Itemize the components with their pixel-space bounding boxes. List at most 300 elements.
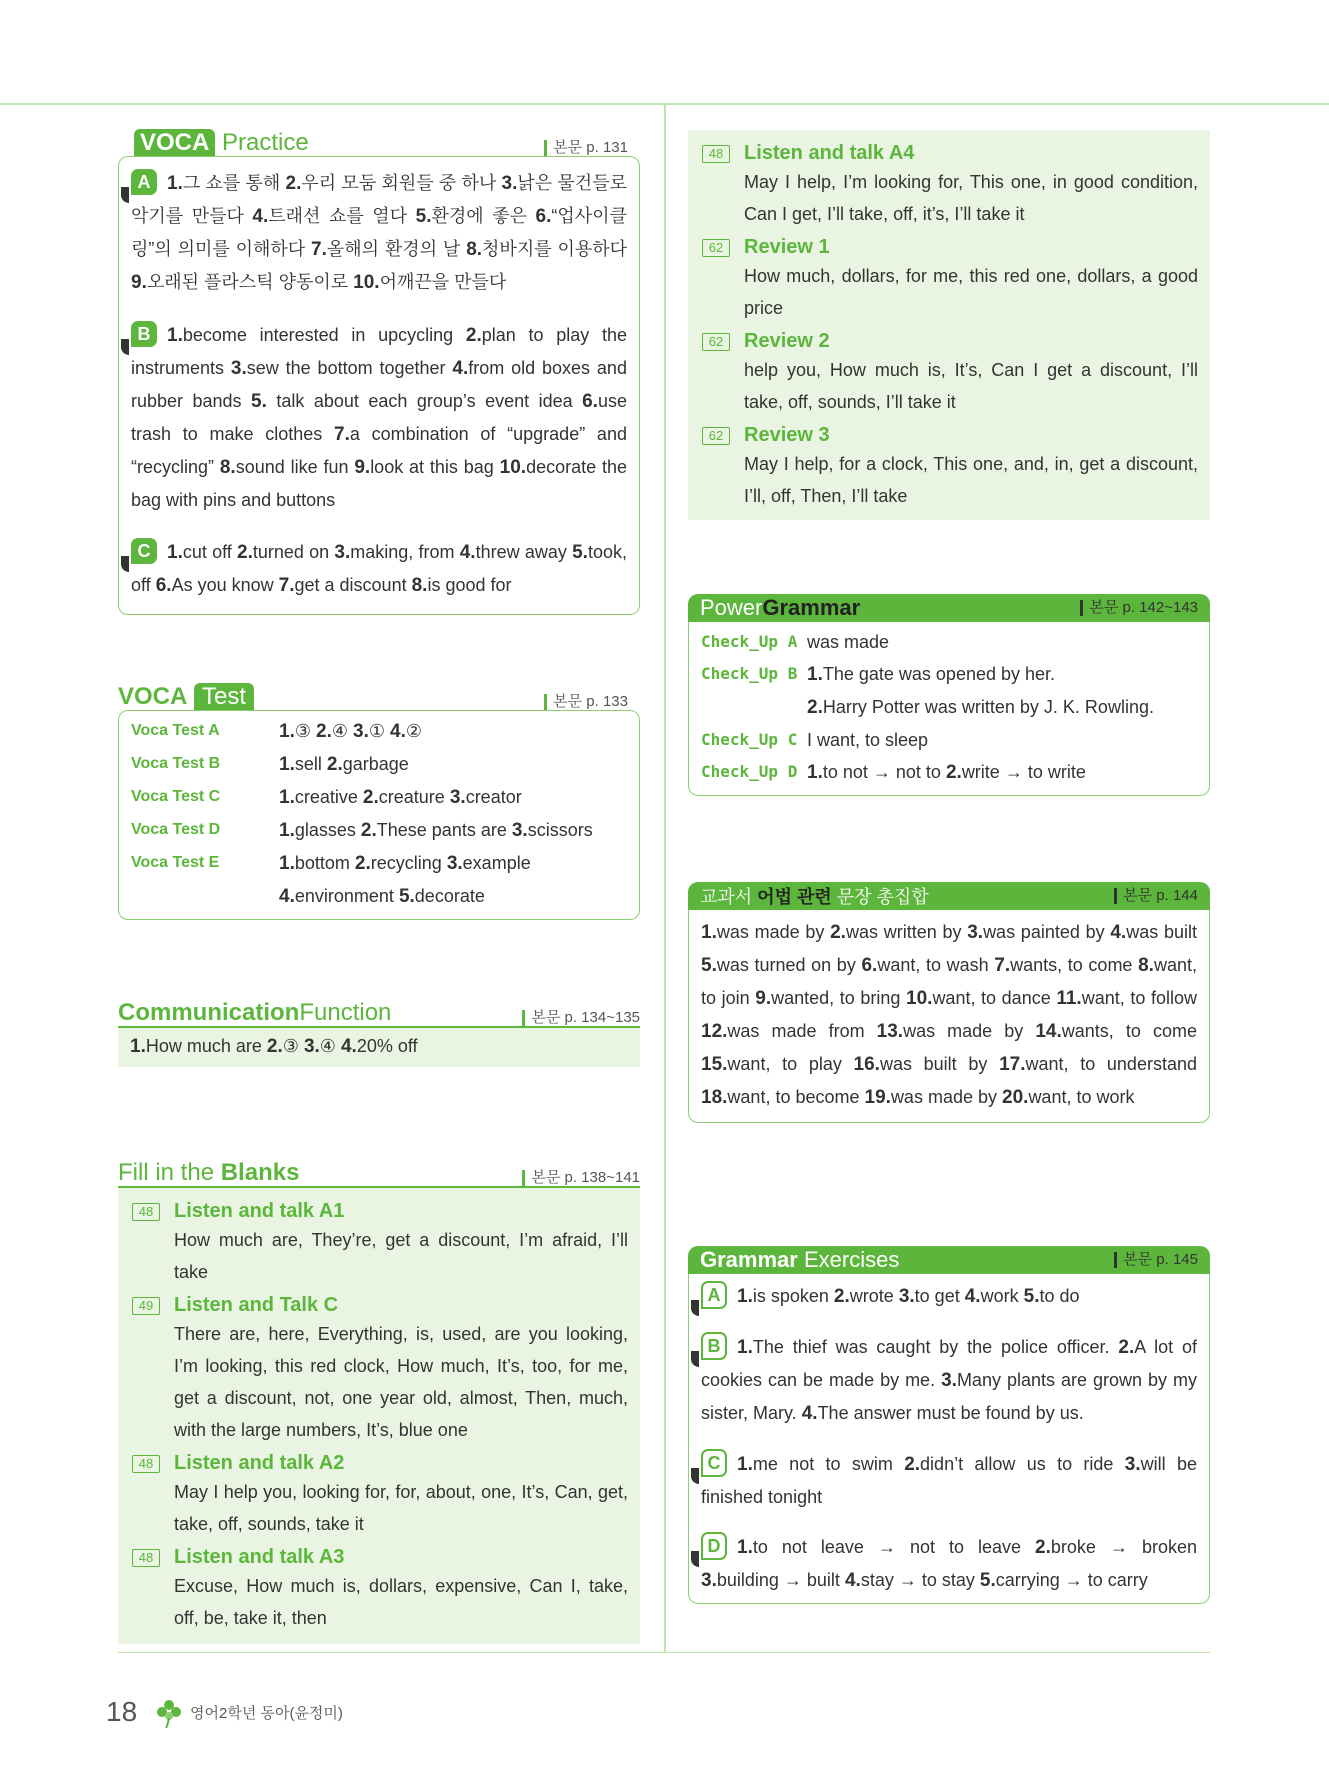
textbook-answers	[688, 910, 1210, 1123]
item-answer: didn’t allow us to ride	[920, 1454, 1114, 1474]
item-number: 8.	[1138, 955, 1154, 976]
item-answer: ③	[294, 721, 311, 741]
item-answer: recycling	[370, 853, 442, 873]
item-number: 9.	[354, 457, 371, 478]
answer-row	[131, 748, 627, 781]
page-badge: 48	[132, 1455, 160, 1473]
grammar-exercises-section	[688, 1246, 1210, 1604]
item-answer: 그 쇼를 통해	[182, 173, 281, 193]
dialogue-answers: May I help you, looking for, for, about, one, It’s, Can, get, take, off, sounds, take it	[174, 1482, 628, 1534]
item-number: 10.	[499, 457, 527, 478]
page-badge: 62	[702, 333, 730, 351]
item-answer: garbage	[342, 754, 409, 774]
row-label: Check_Up D	[701, 762, 798, 781]
item-answer: turned on	[252, 542, 330, 562]
dialogue-answers: How much, dollars, for me, this red one, dollars, a good price	[744, 266, 1198, 318]
row-answers	[279, 748, 409, 781]
answer-row	[701, 724, 1197, 756]
page-badge: 62	[702, 427, 730, 445]
item-answer: was made by	[716, 922, 825, 942]
item-number: 2.	[1118, 1337, 1135, 1358]
voca-test-title: VOCA Test	[118, 684, 254, 710]
answer-row	[131, 814, 627, 847]
item-answer: sell	[294, 754, 322, 774]
item-number: 4.	[459, 542, 476, 563]
item-number: 2.	[807, 697, 823, 718]
item-number: 7.	[994, 955, 1011, 976]
dialogue-title: Listen and talk A2	[174, 1452, 345, 1474]
item-number: 5.	[701, 955, 717, 976]
item-number: 2.	[266, 1036, 283, 1057]
item-number: 2.	[237, 542, 253, 563]
item-answer: a combination of “upgrade” and “recycling”	[131, 424, 627, 477]
item-number: 2.	[354, 853, 371, 874]
book-label: 영어2학년 동아(윤정미)	[190, 1705, 343, 1722]
item-answer: will be finished tonight	[701, 1454, 1197, 1507]
exercise-b	[701, 1331, 1197, 1430]
grammar-exercises-header: Grammar Exercises 본문 p. 145	[688, 1246, 1210, 1274]
answer-row	[701, 658, 1197, 691]
item-number: 6.	[155, 575, 172, 596]
item-answer: sew the bottom together	[246, 358, 446, 378]
item-number: 2.	[326, 754, 343, 775]
item-answer: want, to play	[727, 1054, 842, 1074]
item-answer: stay → to stay	[860, 1570, 975, 1590]
item-number: 3.	[446, 853, 463, 874]
item-number: 1.	[167, 325, 183, 346]
item-number: 1.	[737, 1454, 753, 1475]
item-number: 2.	[833, 1286, 850, 1307]
item-answer: ①	[368, 721, 386, 741]
column-divider	[664, 103, 666, 1653]
row-label: Voca Test E	[131, 854, 220, 871]
page-reference: 본문 p. 142~143	[1080, 600, 1198, 616]
power-grammar-box	[688, 622, 1210, 796]
answer-row	[131, 781, 627, 814]
dialogue-answers: help you, How much is, It’s, Can I get a discount, I’ll take, off, sounds, I’ll take it	[744, 360, 1198, 412]
bracket-mark	[691, 1351, 699, 1367]
dialogue-item	[118, 1450, 628, 1540]
item-answer: want, to understand	[1025, 1054, 1197, 1074]
voca-practice-box	[118, 156, 640, 615]
item-answer: environment	[294, 886, 394, 906]
exercise-a	[131, 167, 627, 299]
row-label: Check_Up C	[701, 730, 798, 749]
item-number: 4.	[340, 1036, 357, 1057]
item-answer: want, to become	[727, 1087, 860, 1107]
item-number: 3.	[501, 173, 518, 194]
item-number: 10.	[906, 988, 933, 1009]
item-number: 2.	[945, 762, 962, 783]
item-answer: plan to play the instruments	[131, 325, 627, 378]
item-answer: use trash to make clothes	[131, 391, 627, 444]
item-number: 6.	[582, 391, 598, 412]
item-number: 10.	[353, 272, 380, 293]
bracket-mark	[691, 1300, 699, 1316]
item-number: 2.	[904, 1454, 921, 1475]
exercise-letter-badge: A	[131, 169, 157, 195]
item-answer: to do	[1039, 1286, 1080, 1306]
item-answer: ④	[319, 1036, 336, 1056]
communication-title: CommunicationFunction	[118, 999, 392, 1026]
item-answer: creator	[465, 787, 522, 807]
item-number: 8.	[466, 239, 483, 260]
item-number: 4.	[844, 1570, 861, 1591]
page-reference: 본문 p. 144	[1114, 888, 1198, 904]
exercise-letter-badge: C	[131, 538, 157, 564]
item-answer: was written by	[845, 922, 962, 942]
item-answer: decorate	[414, 886, 485, 906]
page-reference: 본문 p. 134~135	[522, 1010, 640, 1026]
item-answer: 어깨끈을 만들다	[379, 272, 507, 292]
item-number: 4.	[801, 1403, 818, 1424]
clover-icon	[156, 1698, 182, 1733]
dialogue-item	[688, 328, 1198, 418]
item-answer: wrote	[849, 1286, 894, 1306]
power-grammar-section	[688, 594, 1210, 796]
item-answer: was built	[1126, 922, 1197, 942]
answer-row	[701, 691, 1197, 724]
item-answer: carrying → to carry	[995, 1570, 1148, 1590]
exercise-letter-badge: A	[701, 1281, 727, 1309]
communication-section	[118, 1000, 640, 1067]
item-answer: How much are	[145, 1036, 262, 1056]
item-number: 4.	[964, 1286, 981, 1307]
item-answer: was made from	[727, 1021, 865, 1041]
item-number: 1.	[807, 762, 823, 783]
item-answer: 올해의 환경의 날	[326, 239, 461, 259]
item-answer: is good for	[427, 575, 512, 595]
item-answer: get a discount	[294, 575, 407, 595]
dialogue-title: Review 1	[744, 236, 830, 258]
page-badge: 62	[702, 239, 730, 257]
item-answer: look at this bag	[370, 457, 494, 477]
item-answer: talk about each group’s event idea	[266, 391, 573, 411]
item-answer: threw away	[475, 542, 567, 562]
item-answer: 20% off	[356, 1036, 418, 1056]
power-grammar-header: PowerGrammar 본문 p. 142~143	[688, 594, 1210, 622]
row-answers	[279, 781, 522, 814]
item-answer: The answer must be found by us.	[817, 1403, 1084, 1423]
item-number: 3.	[353, 721, 369, 742]
row-answers	[807, 724, 928, 756]
dialogue-answers: There are, here, Everything, is, used, are you looking, I’m looking, this red clock, How much, It’s, too, for me, get a discount, not, one year old, almost, Then, much, with the large numbers, It’s, blue one	[174, 1324, 628, 1440]
item-number: 4.	[1110, 922, 1127, 943]
item-answer: scissors	[527, 820, 593, 840]
item-answer: 우리 모둠 회원들 중 하나	[301, 173, 497, 193]
answer-row	[701, 626, 1197, 658]
bracket-mark	[121, 187, 129, 203]
item-number: 1.	[701, 922, 717, 943]
fill-blanks-section	[118, 1160, 640, 1644]
page-number: 18	[106, 1696, 138, 1727]
item-answer: wants, to come	[1061, 1021, 1197, 1041]
page-badge: 48	[132, 1203, 160, 1221]
item-answer: broke → broken	[1050, 1537, 1197, 1557]
item-number: 5.	[572, 542, 588, 563]
item-number: 5.	[979, 1570, 996, 1591]
item-number: 4.	[452, 358, 469, 379]
item-answer: took, off	[131, 542, 627, 595]
item-number: 5.	[251, 391, 267, 412]
item-answer: ④	[331, 721, 349, 741]
item-number: 2.	[360, 820, 377, 841]
textbook-header: 교과서 어법 관련 문장 총집합 본문 p. 144	[688, 882, 1210, 910]
item-number: 1.	[130, 1036, 146, 1057]
item-number: 11.	[1056, 988, 1082, 1009]
page-badge: 48	[702, 145, 730, 163]
page-reference: 본문 p. 131	[544, 140, 628, 156]
item-answer: building → built	[716, 1570, 840, 1590]
exercise-c	[701, 1448, 1197, 1513]
dialogue-item	[118, 1198, 628, 1288]
item-answer: sound like fun	[235, 457, 349, 477]
row-answers	[279, 715, 422, 748]
grammar-exercises-box	[688, 1274, 1210, 1604]
item-answer: me not to swim	[752, 1454, 893, 1474]
page-reference: 본문 p. 145	[1114, 1252, 1198, 1268]
item-number: 2.	[362, 787, 379, 808]
item-number: 9.	[131, 272, 147, 293]
dialogue-title: Review 2	[744, 330, 830, 352]
row-answers	[279, 847, 531, 880]
item-number: 3.	[449, 787, 466, 808]
item-number: 20.	[1002, 1087, 1029, 1108]
item-answer: Many plants are grown by my sister, Mary.	[701, 1370, 1197, 1423]
item-answer: ②	[405, 721, 423, 741]
exercise-letter-badge: B	[701, 1332, 727, 1360]
item-answer: wanted, to bring	[771, 988, 901, 1008]
exercise-letter-badge: B	[131, 321, 157, 347]
bottom-rule	[118, 1652, 1210, 1653]
item-number: 3.	[941, 1370, 957, 1391]
item-number: 16.	[853, 1054, 880, 1075]
answer-row	[131, 847, 627, 880]
row-label: Voca Test D	[131, 821, 221, 838]
item-answer: glasses	[294, 820, 356, 840]
item-answer: want, to dance	[932, 988, 1051, 1008]
item-answer: want, to join	[701, 955, 1197, 1008]
item-answer: wants, to come	[1010, 955, 1133, 975]
item-number: 2.	[285, 173, 302, 194]
item-answer: 트래션 쇼를 열다	[268, 206, 408, 226]
fill-blanks-list	[118, 1188, 640, 1644]
row-label: Check_Up B	[701, 664, 798, 683]
item-number: 1.	[279, 853, 295, 874]
item-number: 3.	[967, 922, 984, 943]
item-answer: I want, to sleep	[807, 730, 929, 750]
dialogue-item	[688, 140, 1198, 230]
item-answer: from old boxes and rubber bands	[131, 358, 627, 411]
item-number: 5.	[1023, 1286, 1040, 1307]
item-answer: work	[980, 1286, 1019, 1306]
item-answer: cut off	[182, 542, 232, 562]
item-answer: “업사이클링”의 의미를 이해하다	[131, 206, 627, 259]
answer-row	[131, 880, 627, 913]
bracket-mark	[121, 339, 129, 355]
dialogue-item	[688, 234, 1198, 324]
exercise-letter-badge: D	[701, 1532, 727, 1560]
item-number: 6.	[535, 206, 552, 227]
item-number: 1.	[279, 820, 295, 841]
item-number: 8.	[411, 575, 428, 596]
item-number: 13.	[876, 1021, 904, 1042]
voca-test-box	[118, 710, 640, 920]
communication-answers	[118, 1028, 640, 1067]
item-answer: Harry Potter was written by J. K. Rowling.	[822, 697, 1154, 717]
row-label: Voca Test A	[131, 722, 220, 739]
bracket-mark	[121, 556, 129, 572]
fill-blanks-title: Fill in the Blanks	[118, 1159, 300, 1186]
item-number: 4.	[279, 886, 295, 907]
item-number: 3.	[303, 1036, 320, 1057]
bracket-mark	[691, 1551, 699, 1567]
item-number: 15.	[701, 1054, 728, 1075]
item-number: 7.	[278, 575, 295, 596]
item-answer: A lot of cookies can be made by me.	[701, 1337, 1197, 1390]
page-reference: 본문 p. 138~141	[522, 1170, 640, 1186]
item-answer: was turned on by	[716, 955, 856, 975]
item-answer: write → to write	[961, 762, 1086, 782]
item-number: 1.	[167, 173, 183, 194]
item-answer: The gate was opened by her.	[822, 664, 1056, 684]
exercise-b	[131, 319, 627, 516]
item-number: 2.	[830, 922, 846, 943]
row-answers	[807, 756, 1086, 789]
item-answer: was painted by	[983, 922, 1105, 942]
item-number: 6.	[861, 955, 878, 976]
item-answer: was built by	[879, 1054, 988, 1074]
dialogue-title: Listen and talk A1	[174, 1200, 345, 1222]
item-answer: 낡은 물건들로 악기를 만들다	[131, 173, 627, 226]
page-reference: 본문 p. 133	[544, 694, 628, 710]
exercise-a	[701, 1280, 1197, 1313]
page-badge: 49	[132, 1297, 160, 1315]
dialogue-title: Review 3	[744, 424, 830, 446]
item-answer: to not leave → not to leave	[752, 1537, 1022, 1557]
item-answer: ③	[282, 1036, 299, 1056]
item-number: 1.	[737, 1337, 753, 1358]
item-answer: was made	[807, 632, 890, 652]
row-answers	[807, 658, 1055, 691]
answer-row	[131, 715, 627, 748]
dialogue-title: Listen and talk A4	[744, 142, 915, 164]
page-badge: 48	[132, 1549, 160, 1567]
item-answer: is spoken	[752, 1286, 829, 1306]
item-answer: creative	[294, 787, 358, 807]
item-answer: example	[462, 853, 531, 873]
textbook-sentences-section	[688, 882, 1210, 1123]
item-number: 4.	[390, 721, 406, 742]
exercise-c	[131, 536, 627, 602]
item-number: 3.	[230, 358, 247, 379]
item-number: 1.	[737, 1286, 753, 1307]
item-number: 1.	[807, 664, 823, 685]
item-number: 12.	[701, 1021, 728, 1042]
item-number: 5.	[398, 886, 415, 907]
item-answer: want, to follow	[1081, 988, 1197, 1008]
dialogue-answers: May I help, I’m looking for, This one, in good condition, Can I get, I’ll take, off, it’s, I’ll take it	[744, 172, 1198, 224]
row-label	[701, 691, 807, 724]
exercise-letter-badge: C	[701, 1449, 727, 1477]
row-label: Voca Test C	[131, 788, 221, 805]
exercise-d	[701, 1531, 1197, 1597]
fill-blanks-continued	[688, 130, 1210, 520]
item-number: 1.	[167, 542, 183, 563]
item-number: 18.	[701, 1087, 728, 1108]
item-answer: As you know	[171, 575, 274, 595]
dialogue-item	[118, 1292, 628, 1446]
item-answer: 환경에 좋은	[431, 206, 527, 226]
item-number: 19.	[864, 1087, 891, 1108]
item-number: 5.	[415, 206, 432, 227]
item-answer: making, from	[350, 542, 455, 562]
item-answer: want, to work	[1028, 1087, 1135, 1107]
item-answer: was made by	[890, 1087, 997, 1107]
row-answers	[279, 814, 593, 847]
item-number: 2.	[465, 325, 482, 346]
item-answer: to get	[914, 1286, 960, 1306]
bracket-mark	[691, 1468, 699, 1484]
item-answer: 오래된 플라스틱 양동이로	[146, 272, 349, 292]
dialogue-item	[118, 1544, 628, 1634]
item-number: 4.	[252, 206, 269, 227]
row-answers	[807, 626, 889, 658]
item-answer: was made by	[903, 1021, 1024, 1041]
item-answer: want, to wash	[877, 955, 989, 975]
row-answers	[279, 880, 485, 913]
item-number: 7.	[334, 424, 350, 445]
item-number: 3.	[898, 1286, 915, 1307]
dialogue-answers: Excuse, How much is, dollars, expensive, Can I, take, off, be, take it, then	[174, 1576, 628, 1628]
item-answer: The thief was caught by the police officer.	[752, 1337, 1110, 1357]
item-number: 1.	[279, 721, 295, 742]
dialogue-title: Listen and talk A3	[174, 1546, 345, 1568]
item-number: 2.	[1035, 1537, 1051, 1558]
dialogue-title: Listen and Talk C	[174, 1294, 339, 1316]
row-label	[131, 880, 279, 913]
item-number: 3.	[334, 542, 351, 563]
voca-practice-section	[118, 130, 640, 615]
item-answer: creature	[378, 787, 445, 807]
item-number: 17.	[999, 1054, 1026, 1075]
item-answer: 청바지를 이용하다	[482, 239, 627, 259]
dialogue-answers: How much are, They’re, get a discount, I’m afraid, I’ll take	[174, 1230, 628, 1282]
voca-test-section	[118, 684, 640, 920]
item-number: 1.	[279, 787, 295, 808]
row-label: Voca Test B	[131, 755, 221, 772]
item-number: 3.	[511, 820, 528, 841]
item-number: 14.	[1035, 1021, 1062, 1042]
item-number: 1.	[737, 1537, 753, 1558]
dialogue-answers: May I help, for a clock, This one, and, in, get a discount, I’ll, off, Then, I’ll take	[744, 454, 1198, 506]
item-answer: These pants are	[376, 820, 507, 840]
item-number: 9.	[755, 988, 772, 1009]
item-number: 7.	[311, 239, 327, 260]
item-number: 3.	[701, 1570, 717, 1591]
voca-practice-title: VOCA Practice	[134, 130, 309, 156]
item-number: 1.	[279, 754, 295, 775]
answer-row	[701, 756, 1197, 789]
row-answers	[807, 691, 1154, 724]
item-answer: decorate the bag with pins and buttons	[131, 457, 627, 510]
item-number: 2.	[316, 721, 332, 742]
row-label: Check_Up A	[701, 632, 798, 651]
item-number: 8.	[219, 457, 236, 478]
item-answer: to not → not to	[822, 762, 941, 782]
dialogue-item	[688, 422, 1198, 512]
item-number: 3.	[1124, 1454, 1141, 1475]
